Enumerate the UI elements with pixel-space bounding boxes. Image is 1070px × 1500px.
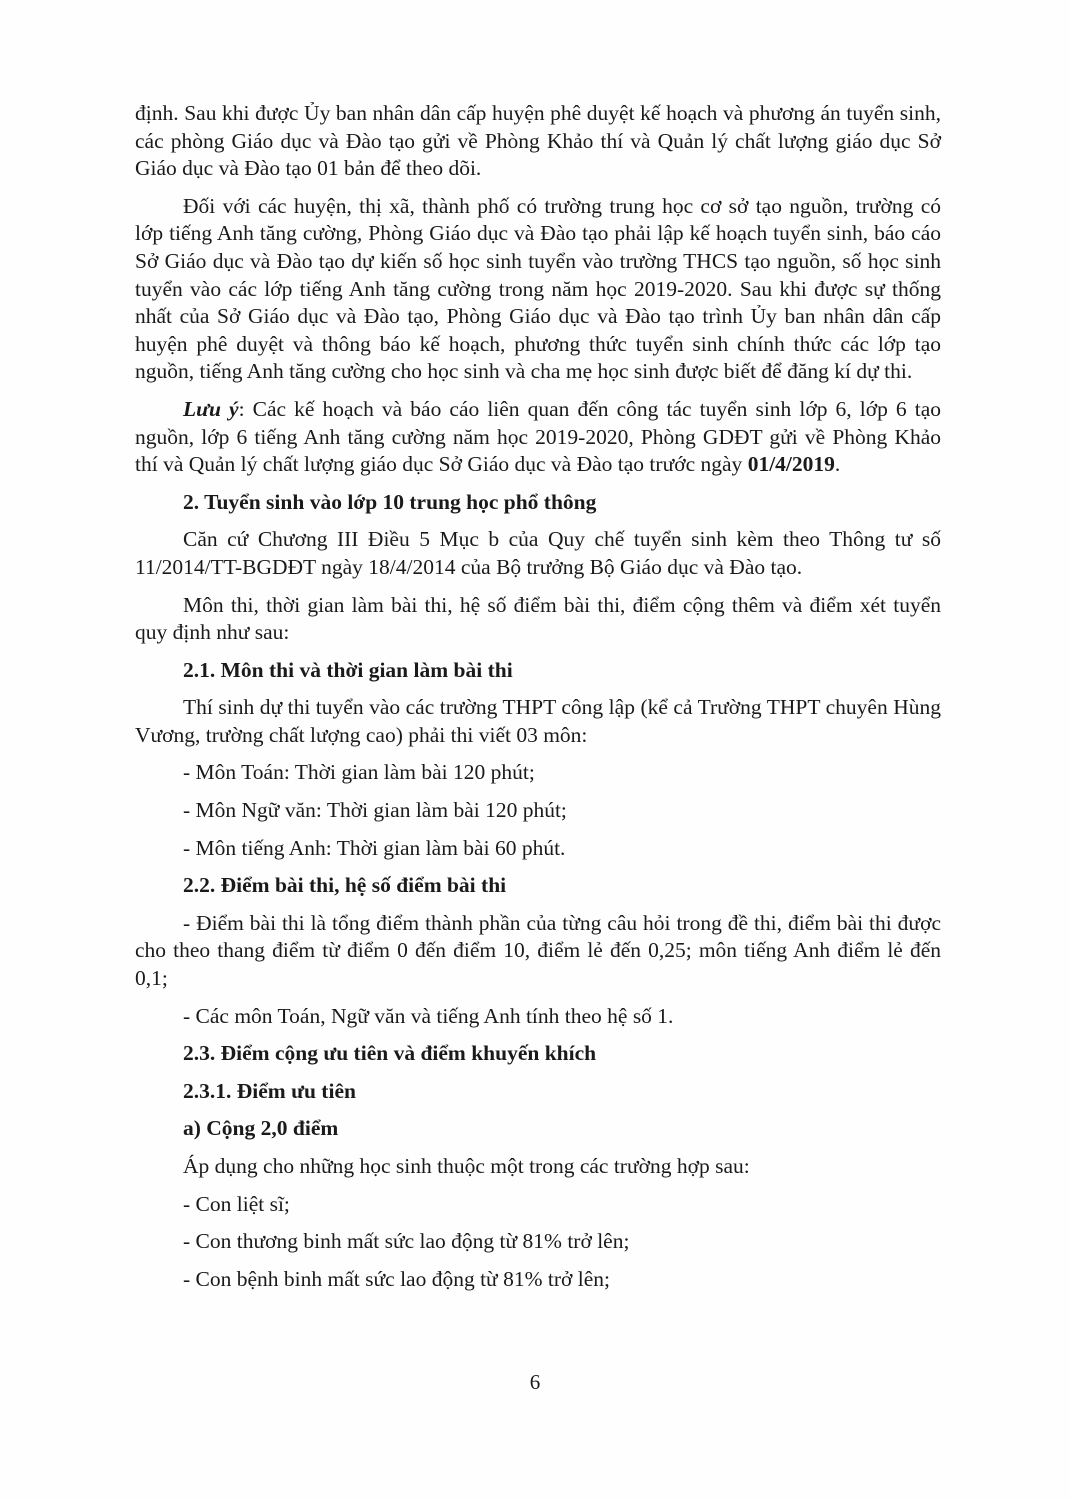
note-paragraph	[135, 396, 941, 479]
paragraph: Căn cứ Chương III Điều 5 Mục b của Quy chế tuyển sinh kèm theo Thông tư số 11/2014/TT-BGDĐT ngày 18/4/2014 của Bộ trưởng Bộ Giáo dục và Đào tạo.	[135, 527, 941, 579]
list-item: - Con liệt sĩ;	[183, 1191, 290, 1216]
note-end: .	[834, 452, 841, 477]
paragraph: - Điểm bài thi là tổng điểm thành phần của từng câu hỏi trong đề thi, điểm bài thi được cho theo thang điểm từ điểm 0 đến điểm 10, điểm lẻ đến 0,25; môn tiếng Anh điểm lẻ đến 0,1;	[135, 910, 941, 991]
paragraph: định. Sau khi được Ủy ban nhân dân cấp huyện phê duyệt kế hoạch và phương án tuyển sinh, các phòng Giáo dục và Đào tạo gửi về Phòng Khảo thí và Quản lý chất lượng giáo dục Sở Giáo dục và Đào tạo 01 bản để theo dõi.	[135, 101, 941, 181]
note-label: Lưu ý	[183, 396, 239, 421]
list-item: - Con thương binh mất sức lao động từ 81% trở lên;	[183, 1229, 630, 1254]
note-text: : Các kế hoạch và báo cáo liên quan đến công tác tuyển sinh lớp 6, lớp 6 tạo nguồn, lớp 6 tiếng Anh tăng cường năm học 2019-2020, Phòng GDĐT gửi về Phòng Khảo thí và Quản lý chất lượng giáo dục Sở Giáo dục và Đào tạo trước ngày	[135, 396, 941, 477]
subsection-heading: 2.2. Điểm bài thi, hệ số điểm bài thi	[183, 873, 507, 898]
paragraph: Đối với các huyện, thị xã, thành phố có trường trung học cơ sở tạo nguồn, trường có lớp tiếng Anh tăng cường, Phòng Giáo dục và Đào tạo phải lập kế hoạch tuyển sinh, báo cáo Sở Giáo dục và Đào tạo dự kiến số học sinh tuyển vào trường THCS tạo nguồn, số học sinh tuyển vào các lớp tiếng Anh tăng cường trong năm học 2019-2020. Sau khi được sự thống nhất của Sở Giáo dục và Đào tạo, Phòng Giáo dục và Đào tạo trình Ủy ban nhân dân cấp huyện phê duyệt và thông báo kế hoạch, phương thức tuyển sinh chính thức các lớp tạo nguồn, tiếng Anh tăng cường cho học sinh và cha mẹ học sinh được biết để đăng kí dự thi.	[135, 193, 941, 384]
list-item: - Con bệnh binh mất sức lao động từ 81% trở lên;	[183, 1266, 610, 1291]
paragraph: Thí sinh dự thi tuyển vào các trường THPT công lập (kể cả Trường THPT chuyên Hùng Vương, trường chất lượng cao) phải thi viết 03 môn:	[135, 695, 941, 747]
list-item: - Môn Ngữ văn: Thời gian làm bài 120 phút;	[183, 798, 567, 823]
subsection-heading: 2.1. Môn thi và thời gian làm bài thi	[183, 657, 513, 682]
paragraph: Môn thi, thời gian làm bài thi, hệ số điểm bài thi, điểm cộng thêm và điểm xét tuyển quy định như sau:	[135, 592, 941, 645]
document-body	[135, 100, 941, 1303]
page-number: 6	[529, 1370, 541, 1394]
list-item: - Môn Toán: Thời gian làm bài 120 phút;	[183, 760, 535, 785]
section-heading: 2. Tuyển sinh vào lớp 10 trung học phổ thông	[183, 489, 597, 514]
list-item: - Các môn Toán, Ngữ văn và tiếng Anh tính theo hệ số 1.	[183, 1003, 674, 1028]
note-date: 01/4/2019	[747, 452, 835, 477]
subsection-heading: a) Cộng 2,0 điểm	[183, 1116, 339, 1141]
subsection-heading: 2.3. Điểm cộng ưu tiên và điểm khuyến khích	[183, 1041, 597, 1066]
subsection-heading: 2.3.1. Điểm ưu tiên	[183, 1078, 356, 1103]
list-item: - Môn tiếng Anh: Thời gian làm bài 60 phút.	[183, 835, 566, 860]
paragraph: Áp dụng cho những học sinh thuộc một trong các trường hợp sau:	[183, 1154, 750, 1178]
